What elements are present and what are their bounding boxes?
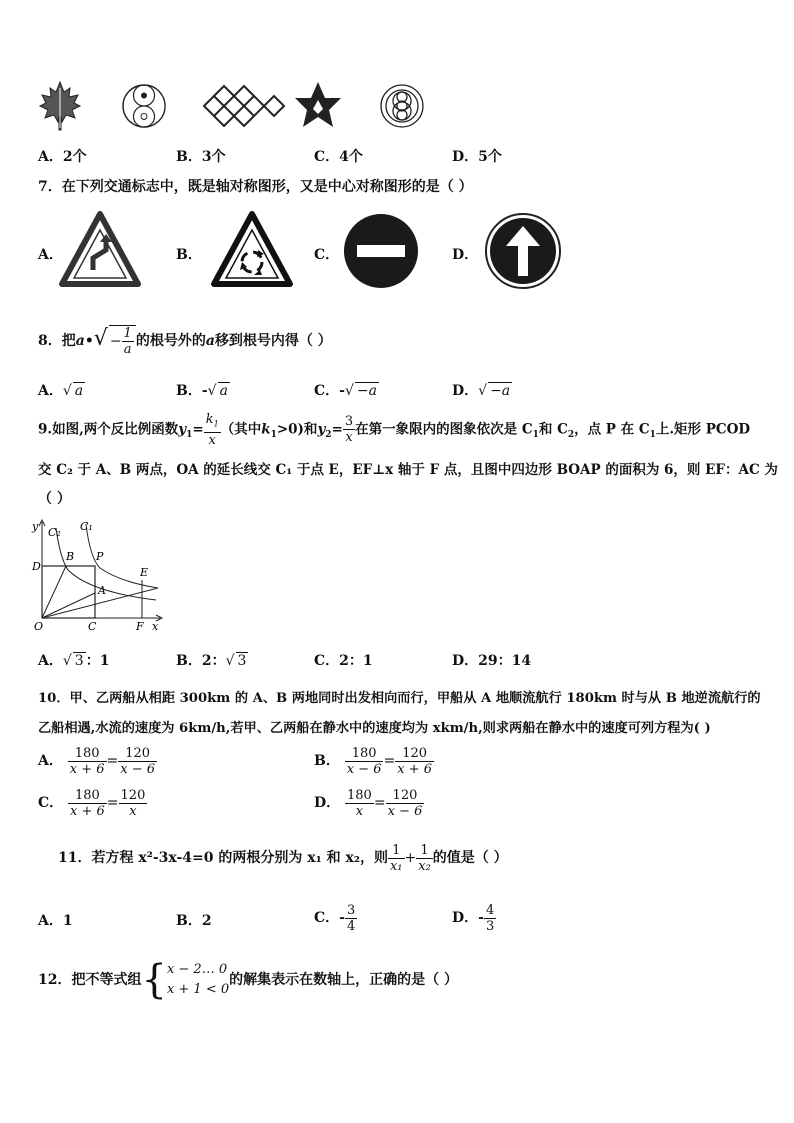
q10-b-right-den: x + 6 xyxy=(397,761,432,777)
q9-line1-mid: （其中 xyxy=(220,421,262,438)
q10-c-right-num: 120 xyxy=(120,787,146,803)
q9-frac2-den: x xyxy=(345,430,353,446)
q9-y2: y xyxy=(317,421,326,438)
yin-yang-icon xyxy=(123,85,165,127)
q8-option-d-label: D． xyxy=(452,383,479,399)
q11-option-a[interactable]: A．1 xyxy=(38,913,73,929)
q9-fig-label-c1: C₁ xyxy=(80,520,93,533)
q10-d-left-num: 180 xyxy=(347,787,372,803)
q11-frac2-num: 1 xyxy=(416,843,433,859)
q10-b-eq: = xyxy=(383,753,396,769)
q8-var-a: a xyxy=(75,333,85,349)
q9-fig-label-d: D xyxy=(32,560,41,573)
q11-option-b[interactable]: B．2 xyxy=(176,913,212,929)
q9-option-b-val: 3 xyxy=(237,653,247,669)
warning-curve-sign-icon[interactable] xyxy=(60,212,140,288)
q9-option-d[interactable]: D．29：14 xyxy=(452,653,532,669)
q10-line2: 乙船相遇,水流的速度为 6km/h,若甲、乙两船在静水中的速度均为 xkm/h,则求两船在静水中的速度可列方程为( ) xyxy=(38,721,711,736)
q9-option-b[interactable]: B．2：√ 3 xyxy=(176,653,247,669)
q8-frac-num: 1 xyxy=(123,325,132,341)
q10-d-right-den: x − 6 xyxy=(387,803,423,819)
q9-fig-label-e: E xyxy=(140,566,149,579)
q6-option-d[interactable]: D．5个 xyxy=(452,149,502,165)
q10-b-left-num: 180 xyxy=(345,746,384,762)
q6-option-b[interactable]: B．3个 xyxy=(176,149,226,165)
q10-b-left-den: x − 6 xyxy=(346,761,382,777)
q9-line1-post: 在第一象限内的图象依次是 C xyxy=(355,421,533,438)
q10-d-left-den: x xyxy=(355,803,364,819)
q10-option-a-label: A． xyxy=(38,753,63,769)
q8-option-b-label: B．- xyxy=(176,383,208,399)
q9-fig-label-o: O xyxy=(34,620,44,633)
q11-option-d-label: D．- xyxy=(452,910,484,926)
q10-option-d-label: D． xyxy=(314,795,341,811)
q8-post2: 移到根号内得（ ） xyxy=(214,333,332,349)
q12-brace: { xyxy=(141,957,167,1003)
star-flower-icon xyxy=(295,82,341,127)
q8-prefix: 8．把 xyxy=(38,333,76,349)
q12-system xyxy=(167,960,229,1000)
q8-radicand: − $\frac{1}{a}$ xyxy=(109,325,136,357)
q9-line1: 9.如图,两个反比例函数$y_1=$ $\frac{k_1}{x}$ （其中$k_1>0$)和$y_2=$ $\frac{3}{x}$ 在第一象限内的图象依次是 $C_1$和 $C_2$，点 P 在 $C_1$上.矩形 PCOD xyxy=(38,412,751,448)
q10-c-eq: = xyxy=(106,795,119,811)
q8-frac-den: a xyxy=(123,341,132,357)
q10-d-eq: = xyxy=(373,795,386,811)
q9-fig-label-a: A xyxy=(98,584,106,597)
q10-a-eq: = xyxy=(106,753,119,769)
q6-option-c[interactable]: C．4个 xyxy=(314,149,363,165)
q10-b-right-num: 120 xyxy=(395,746,434,762)
q10-d-right-num: 120 xyxy=(386,788,425,804)
q8-option-b[interactable]: B．-√ a xyxy=(176,383,228,399)
q9-frac2-num: 3 xyxy=(344,414,354,430)
q8-option-c[interactable]: C．-√ −a xyxy=(314,383,377,399)
roundabout-warning-sign-icon[interactable] xyxy=(212,212,292,288)
q8-option-d-rad: −a xyxy=(490,383,511,399)
q9-y1: y xyxy=(178,421,187,438)
q9-line1-pre: 9.如图,两个反比例函数 xyxy=(38,421,179,438)
q8-option-d[interactable]: D．√ −a xyxy=(452,383,511,399)
chinese-knot-icon xyxy=(204,86,284,126)
q11-post: 的值是（ ） xyxy=(432,850,508,866)
maple-leaf-icon xyxy=(40,82,80,130)
q8-stem xyxy=(38,324,332,357)
q11-option-c[interactable] xyxy=(314,900,357,936)
q11-d-num: 4 xyxy=(485,902,495,918)
q8-option-b-rad: a xyxy=(219,383,228,399)
q10-c-left-num: 180 xyxy=(68,788,107,804)
q9-option-a-val: 3 xyxy=(74,653,84,669)
q8-option-a-label: A． xyxy=(38,383,63,399)
q8-option-a-rad: a xyxy=(74,383,84,399)
q12-pre: 12．把不等式组 xyxy=(38,972,142,988)
q8-radical-sign: √ xyxy=(93,326,108,351)
q9-option-a[interactable]: A．√ 3 ：1 xyxy=(38,653,110,669)
q9-fig-label-b: B xyxy=(66,550,75,563)
q10-a-left-num: 180 xyxy=(68,746,107,762)
q9-option-b-label: B．2： xyxy=(176,653,226,669)
q12-ineq2: x + 1 < 0 xyxy=(166,982,230,997)
q10-option-c-label: C． xyxy=(38,795,64,811)
q6-option-a[interactable]: A．2个 xyxy=(38,149,87,165)
q9-line1-post2: 和 C xyxy=(538,421,568,438)
q9-fig-label-f: F xyxy=(136,620,144,633)
q6-symbols xyxy=(38,78,424,134)
q7-stem: 7．在下列交通标志中，既是轴对称图形，又是中心对称图形的是（ ） xyxy=(38,179,473,195)
q10-c-right-den: x xyxy=(129,803,137,819)
q8-var-a-2: a xyxy=(205,333,215,349)
q10-a-right-num: 120 xyxy=(118,746,157,762)
q10-option-b[interactable] xyxy=(314,744,434,778)
q11-pre: 11．若方程 x²-3x-4=0 的两根分别为 x₁ 和 x₂，则 xyxy=(58,850,388,866)
q10-option-b-label: B． xyxy=(314,753,340,769)
q9-k1-num: k xyxy=(205,412,214,427)
q9-option-a-post: ：1 xyxy=(85,653,110,669)
q11-frac2-den: x₂ xyxy=(418,858,431,874)
q6-symbol-strip xyxy=(38,78,424,134)
q11-c-num: 3 xyxy=(346,902,356,918)
no-entry-sign-icon[interactable] xyxy=(342,212,420,290)
q7-label-c[interactable]: C． xyxy=(314,247,340,263)
q11-frac1-num: 1 xyxy=(388,843,405,859)
q11-plus: + xyxy=(404,850,417,866)
q11-option-c-label: C．- xyxy=(314,910,345,926)
q9-line1-post3: ，点 P 在 C xyxy=(574,421,650,438)
concentric-circles-icon xyxy=(381,85,423,127)
q10-line1: 10．甲、乙两船从相距 300km 的 A、B 两地同时出发相向而行，甲船从 A 地顺流航行 180km 时与从 B 地逆流航行的 xyxy=(38,691,761,706)
q9-fig-label-p: P xyxy=(96,550,104,563)
q9-fig-label-x: x xyxy=(152,620,159,633)
q7-label-b[interactable]: B． xyxy=(176,247,202,263)
q11-d-den: 3 xyxy=(485,918,495,934)
q10-option-a[interactable] xyxy=(38,744,157,778)
q8-option-c-label: C．- xyxy=(314,383,345,399)
q12-stem xyxy=(38,956,458,1004)
q9-option-a-label: A． xyxy=(38,653,63,669)
q9-cond: >0)和 xyxy=(276,421,318,438)
q9-fig-label-c2: C₂ xyxy=(48,526,61,539)
q10-option-c[interactable] xyxy=(38,786,147,820)
q9-option-c[interactable]: C．2：1 xyxy=(314,653,373,669)
q8-dot: • xyxy=(84,333,94,349)
q7-label-d[interactable]: D． xyxy=(452,247,479,263)
q8-option-c-rad: −a xyxy=(356,383,377,399)
q9-k1-den: x xyxy=(208,432,216,448)
q9-line2: 交 C₂ 于 A、B 两点，OA 的延长线交 C₁ 于点 E，EF⊥x 轴于 F 点，且图中四边形 BOAP 的面积为 6，则 EF：AC 为 xyxy=(38,462,778,478)
q9-figure xyxy=(30,518,170,634)
q9-fig-label-y: y xyxy=(32,520,39,533)
q9-line1-post4: 上.矩形 PCOD xyxy=(655,421,751,438)
q10-a-right-den: x − 6 xyxy=(120,761,156,777)
q11-option-d[interactable] xyxy=(452,900,496,936)
q9-fig-label-c: C xyxy=(88,620,97,633)
q7-label-a[interactable]: A． xyxy=(38,247,63,263)
q11-frac1-den: x₁ xyxy=(389,858,403,874)
q10-c-left-den: x + 6 xyxy=(70,803,105,819)
q11-stem xyxy=(58,838,508,878)
q10-option-d[interactable] xyxy=(314,786,424,820)
q8-option-a[interactable]: A．√ a xyxy=(38,383,84,399)
q8-post: 的根号外的 xyxy=(135,333,206,349)
q9-k1-cond: k xyxy=(261,421,271,438)
q9-line3: （ ） xyxy=(38,491,71,507)
q12-ineq1: x − 2… 0 xyxy=(166,962,228,977)
straight-ahead-sign-icon[interactable] xyxy=(484,212,562,290)
q12-post: 的解集表示在数轴上，正确的是（ ） xyxy=(229,972,459,988)
q10-a-left-den: x + 6 xyxy=(69,761,105,777)
q11-c-den: 4 xyxy=(346,918,356,934)
